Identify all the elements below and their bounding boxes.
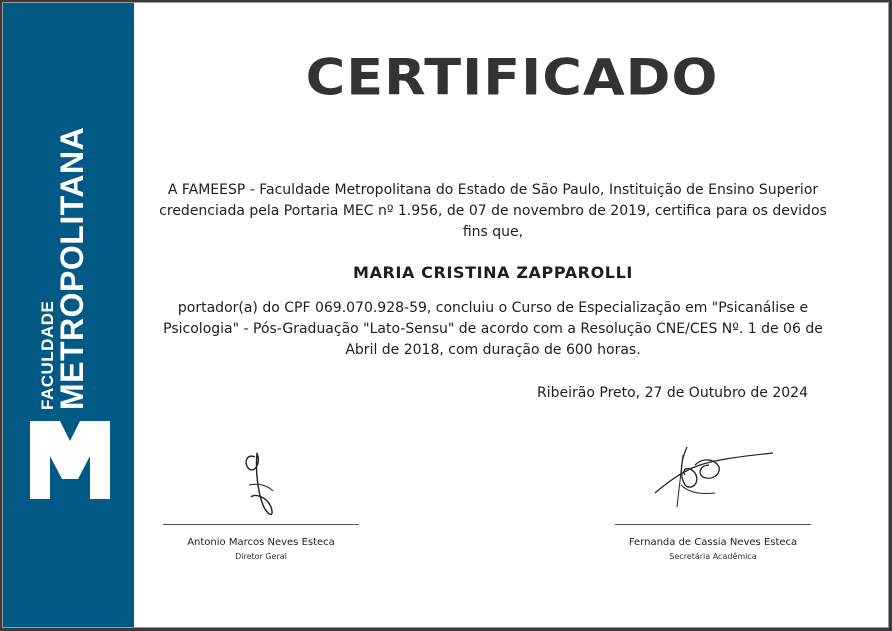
brand-sidebar (3, 3, 134, 627)
signatory-role-director: Diretor Geral (235, 552, 287, 561)
signatory-name-secretary: Fernanda de Cassia Neves Esteca (628, 537, 798, 548)
place-and-date: Ribeirão Preto, 27 de Outubro de 2024 (537, 385, 808, 401)
signature-line (615, 524, 811, 525)
signature-director (163, 435, 363, 525)
handwritten-signature-icon (163, 435, 363, 525)
signatory-role-secretary: Secretária Acadêmica (669, 552, 757, 561)
intro-paragraph: A FAMEESP - Faculdade Metropolitana do Estado de São Paulo, Instituição de Ensino Superior credenciada pela Portaria MEC nº 1.956, de 07 de novembro de 2019, certifica para os devidos fins que, (159, 182, 827, 240)
signatory-name-director: Antonio Marcos Neves Esteca (187, 537, 335, 548)
signature-line (163, 524, 359, 525)
brand-wordmark (38, 126, 90, 410)
certificate-page (2, 2, 889, 628)
completion-paragraph: portador(a) do CPF 069.070.928-59, concluiu o Curso de Especialização em "Psicanálise e Psicologia" - Pós-Graduação "Lato-Sensu" de acordo com a Resolução CNE/CES Nº. 1 de 06 de Abril de 2018, com duração de 600 horas. (163, 300, 823, 358)
signature-secretary (615, 435, 815, 525)
brand-line-faculdade: FACULDADE (38, 300, 57, 410)
brand-line-metropolitana: METROPOLITANA (54, 126, 90, 410)
recipient-name: MARIA CRISTINA ZAPPAROLLI (353, 263, 633, 282)
faculdade-logo-icon (30, 421, 110, 499)
certificate-title: CERTIFICADO (305, 48, 719, 107)
handwritten-signature-icon (615, 435, 815, 525)
